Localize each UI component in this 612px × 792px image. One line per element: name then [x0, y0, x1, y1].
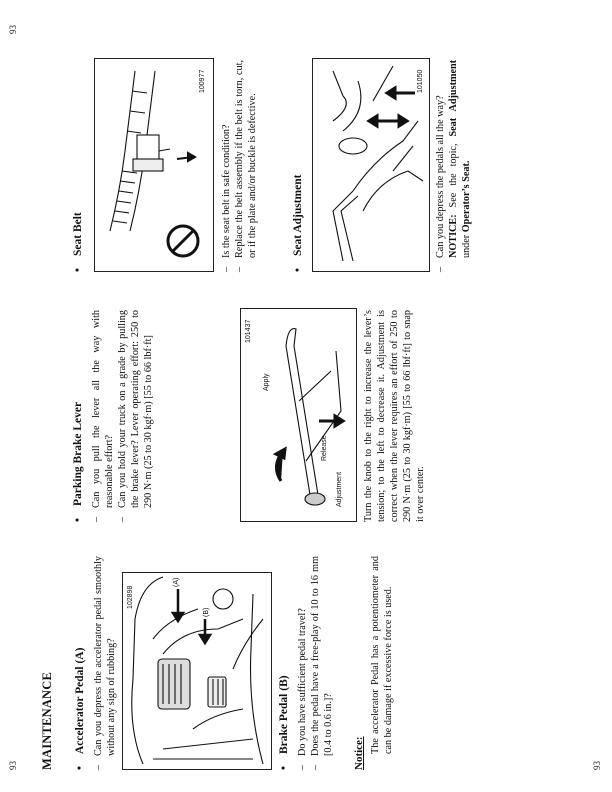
- seatbelt-item-2: – Replace the belt assembly if the belt is torn, cut, or if the plate and/or buckle is defective.: [234, 60, 258, 272]
- brake-item-2: – Does the pedal have a free-play of 10 to 16 mm [0.4 to 0.6 in.]?: [310, 556, 334, 770]
- pedals-figure-number: 102898: [127, 585, 134, 609]
- seat-notice-bold-a: Seat Adjustment: [448, 59, 459, 137]
- prohibited-icon: [168, 226, 198, 256]
- parking-item-2: – Can you hold your truck on a grade by pulling the brake lever? Lever operating effort: 250 to 290 N·m (25 to 30 kgf·m) [55 to 66 lbf·ft]: [117, 310, 154, 522]
- column-1-lower: [278, 556, 395, 770]
- column-1: [74, 556, 118, 770]
- label-apply: Apply: [263, 373, 270, 391]
- label-release: Release: [321, 435, 328, 461]
- section-title: MAINTENANCE: [40, 671, 54, 770]
- accelerator-heading: •Accelerator Pedal (A): [74, 647, 86, 770]
- seat-notice-text-a: See the topic,: [448, 143, 459, 208]
- seat-figure-number: 101050: [417, 69, 424, 93]
- seat-illustration: [313, 59, 429, 271]
- parking-figure: [240, 308, 357, 522]
- parking-heading: •Parking Brake Lever: [72, 401, 84, 522]
- page-number-left: 93: [8, 761, 18, 770]
- label-adjustment: Adjustment: [336, 471, 343, 507]
- accelerator-item: – Can you depress the accelerator pedal smoothly without any sign of rubbing?: [93, 556, 117, 770]
- column-2: [72, 310, 155, 522]
- seat-item: – Can you depress the pedals all the way? NOTICE: See the topic, Seat Adjustment under Operator’s Seat.: [435, 59, 472, 272]
- seat-question: Can you depress the pedals all the way?: [435, 95, 446, 258]
- brake-heading: •Brake Pedal (B): [278, 675, 290, 770]
- pedals-figure: [122, 572, 272, 770]
- parking-paragraph: Turn the knob to the right to increase the lever’s tension; to the left to decrease it. Adjustment is correct when the lever requires an effort of 250 to 290 N·m (25 to 30 kgf·m) [55 to 66 lbf·ft] to snap it over center.: [363, 310, 426, 522]
- seat-adjustment-heading: •Seat Adjustment: [292, 174, 304, 272]
- parking-item-1: – Can you pull the lever all the way with reasonable effort?: [91, 310, 115, 522]
- pedal-label-a: (A): [173, 577, 180, 587]
- notice-heading: Notice:: [353, 736, 365, 770]
- page-number-bottom-left: 93: [592, 761, 602, 770]
- seat-notice-text-b: under: [461, 234, 472, 258]
- seatbelt-item-1: – Is the seat belt in safe condition?: [221, 124, 232, 272]
- seatbelt-heading: •Seat Belt: [72, 212, 84, 272]
- seatbelt-figure-number: 100977: [199, 69, 206, 93]
- notice-text: The accelerator Pedal has a potentiometer and can be damage if excessive force is used.: [370, 556, 394, 754]
- seatbelt-figure: [94, 58, 214, 272]
- page-number-top: 93: [8, 25, 18, 34]
- pedals-illustration: [123, 573, 271, 769]
- seat-items: [434, 60, 473, 272]
- seat-notice-label: NOTICE:: [448, 214, 459, 258]
- pedal-label-b: (B): [203, 607, 210, 617]
- seatbelt-items: [220, 60, 259, 272]
- seatbelt-illustration: [95, 59, 213, 271]
- seat-notice-bold-b: Operator’s Seat.: [461, 160, 472, 233]
- seat-figure: [312, 58, 430, 272]
- brake-item-1: – Do you have sufficient pedal travel?: [297, 608, 308, 770]
- parking-figure-number: 101437: [245, 319, 252, 343]
